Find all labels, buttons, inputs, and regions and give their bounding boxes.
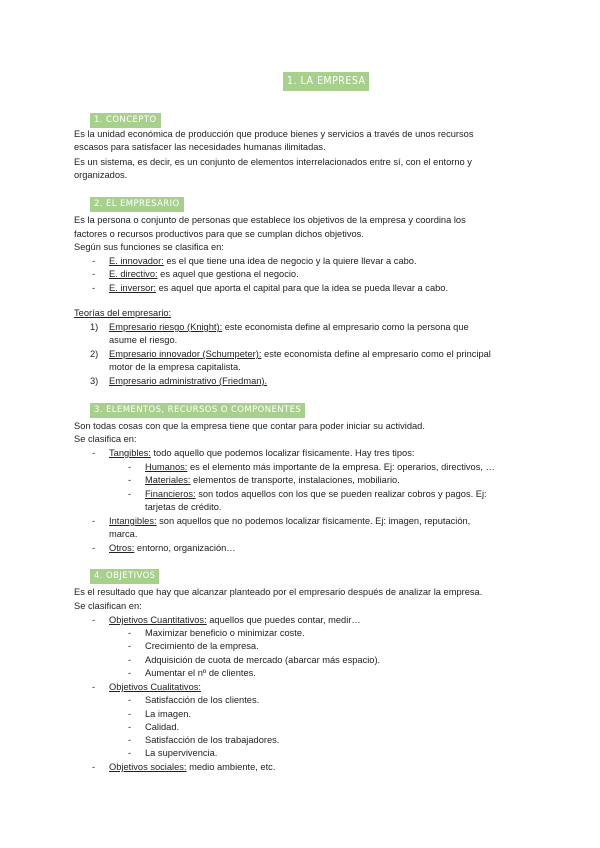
paragraph-line: Es un sistema, es decir, es un conjunto de elementos interrelacionados entre sí, con el entorno y: [74, 157, 472, 167]
list-term: Objetivos Cualitativos:: [109, 682, 201, 692]
bullet-dash: -: [128, 668, 132, 678]
list-text: son aquellos que no podemos localizar físicamente. Ej: imagen, reputación,: [156, 516, 471, 526]
list-item: [109, 255, 417, 268]
paragraph-line: Es la unidad económica de producción que produce bienes y servicios a través de unos recursos: [74, 129, 474, 139]
sub-list-item: Adquisición de cuota de mercado (abarcar más espacio).: [145, 655, 381, 665]
list-term: Otros:: [109, 543, 135, 553]
sub-list-item: Crecimiento de la empresa.: [145, 641, 259, 651]
list-term: Empresario administrativo (Friedman).: [109, 376, 268, 386]
numbered-item: [109, 348, 491, 361]
list-item: [109, 542, 236, 555]
list-item: [109, 761, 275, 774]
list-text: todo aquello que podemos localizar físicamente. Hay tres tipos:: [150, 448, 415, 458]
subheading-teorias: Teorías del empresario:: [74, 308, 172, 318]
bullet-dash: -: [92, 448, 96, 458]
list-text: medio ambiente, etc.: [186, 762, 276, 772]
bullet-dash: -: [128, 655, 132, 665]
bullet-dash: -: [92, 762, 96, 772]
list-item: [109, 447, 414, 460]
list-term: Tangibles:: [109, 448, 151, 458]
paragraph-line: Se clasifican en:: [74, 601, 142, 611]
sub-list-item: La imagen.: [145, 709, 191, 719]
bullet-dash: -: [92, 516, 96, 526]
numbered-item: [109, 375, 267, 388]
bullet-dash: -: [128, 695, 132, 705]
list-item: [109, 614, 361, 627]
bullet-dash: -: [128, 628, 132, 638]
list-continuation: marca.: [109, 529, 138, 539]
bullet-dash: -: [92, 269, 96, 279]
numbered-item: [109, 321, 469, 334]
list-text: es el que tiene una idea de negocio y la quiere llevar a cabo.: [163, 256, 417, 266]
paragraph-line: Se clasifica en:: [74, 434, 137, 444]
list-term: Financieros:: [145, 489, 196, 499]
list-term: Humanos:: [145, 462, 188, 472]
bullet-dash: -: [128, 475, 132, 485]
list-term: Objetivos sociales:: [109, 762, 187, 772]
list-term: Materiales:: [145, 475, 191, 485]
page-title: 1. LA EMPRESA: [283, 72, 369, 91]
bullet-dash: -: [92, 682, 96, 692]
list-text: este economista define al empresario como el principal: [261, 349, 491, 359]
list-term: Empresario innovador (Schumpeter):: [109, 349, 262, 359]
list-item: [109, 282, 448, 295]
bullet-dash: -: [92, 283, 96, 293]
sub-list-item: La supervivencia.: [145, 748, 218, 758]
list-item: [109, 268, 299, 281]
bullet-dash: -: [128, 641, 132, 651]
bullet-dash: -: [128, 735, 132, 745]
sub-list-item: [145, 474, 400, 487]
list-number: 2): [90, 349, 99, 359]
paragraph-line: organizados.: [74, 170, 128, 180]
list-text: elementos de transporte, instalaciones, mobiliario.: [190, 475, 400, 485]
list-continuation: motor de la empresa capitalista.: [109, 362, 241, 372]
sub-list-item: Maximizar beneficio o minimizar coste.: [145, 628, 305, 638]
section-heading-concepto: 1. CONCEPTO: [90, 113, 161, 128]
list-text: este economista define al empresario como la persona que: [222, 322, 469, 332]
section-heading-empresario: 2. EL EMPRESARIO: [90, 197, 184, 212]
list-continuation: tarjetas de crédito.: [145, 502, 222, 512]
bullet-dash: -: [128, 748, 132, 758]
list-text: entorno, organización…: [134, 543, 236, 553]
list-term: E. innovador:: [109, 256, 164, 266]
list-continuation: asume el riesgo.: [109, 335, 178, 345]
bullet-dash: -: [92, 543, 96, 553]
paragraph-line: Según sus funciones se clasifica en:: [74, 242, 224, 252]
sub-list-item: [145, 461, 495, 474]
list-number: 1): [90, 322, 99, 332]
list-term: Intangibles:: [109, 516, 157, 526]
sub-list-item: Satisfacción de los trabajadores.: [145, 735, 280, 745]
list-text: es el elemento más importante de la empresa. Ej: operarios, directivos, …: [187, 462, 495, 472]
list-term: Objetivos Cuantitativos:: [109, 615, 207, 625]
paragraph-line: Son todas cosas con que la empresa tiene que contar para poder iniciar su actividad.: [74, 421, 425, 431]
bullet-dash: -: [128, 462, 132, 472]
sub-list-item: Calidad.: [145, 722, 180, 732]
paragraph-line: escasos para satisfacer las necesidades humanas ilimitadas.: [74, 142, 326, 152]
list-term: E. inversor:: [109, 283, 157, 293]
list-term: E. directivo:: [109, 269, 158, 279]
section-heading-elementos: 3. ELEMENTOS, RECURSOS O COMPONENTES: [90, 403, 305, 418]
bullet-dash: -: [92, 256, 96, 266]
paragraph-line: Es el resultado que hay que alcanzar planteado por el empresario después de analizar la empresa.: [74, 587, 483, 597]
list-text: son todos aquellos con los que se pueden realizar cobros y pagos. Ej:: [195, 489, 487, 499]
section-heading-objetivos: 4. OBJETIVOS: [90, 569, 159, 584]
bullet-dash: -: [128, 709, 132, 719]
bullet-dash: -: [128, 722, 132, 732]
paragraph-line: factores o recursos productivos para que se cumplan dichos objetivos.: [74, 229, 364, 239]
list-text: es aquel que aporta el capital para que la idea se pueda llevar a cabo.: [156, 283, 449, 293]
list-item: [109, 515, 470, 528]
list-term: Empresario riesgo (Knight):: [109, 322, 223, 332]
bullet-dash: -: [128, 489, 132, 499]
list-text: es aquel que gestiona el negocio.: [157, 269, 299, 279]
sub-list-item: Aumentar el nº de clientes.: [145, 668, 256, 678]
sub-list-item: [145, 488, 487, 501]
paragraph-line: Es la persona o conjunto de personas que establece los objetivos de la empresa y coordina los: [74, 215, 466, 225]
list-item: [109, 681, 201, 694]
sub-list-item: Satisfacción de los clientes.: [145, 695, 260, 705]
list-text: aquellos que puedes contar, medir…: [206, 615, 361, 625]
bullet-dash: -: [92, 615, 96, 625]
list-number: 3): [90, 376, 99, 386]
